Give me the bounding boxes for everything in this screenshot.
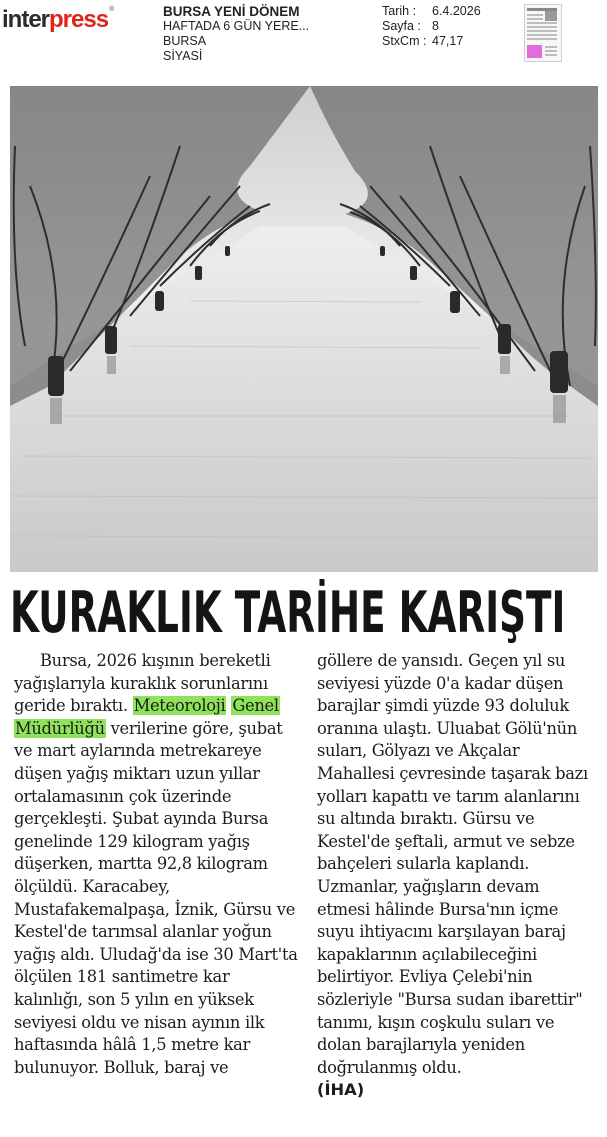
- page-thumbnail[interactable]: [524, 4, 562, 62]
- highlighted-keyword: Müdürlüğü: [15, 718, 105, 738]
- article-reference: HAFTADA 6 GÜN YERE...: [163, 19, 310, 33]
- clipping-header: [0, 0, 607, 72]
- meta-stxcm: StxCm : 47,17: [382, 34, 464, 48]
- publication-name: BURSA YENİ DÖNEM: [163, 4, 300, 19]
- source-info: [163, 4, 309, 64]
- article-paragraph-1: Bursa, 2026 kışının bereketli yağışlarıyla kuraklık sorunlarını geride bıraktı. Meteoroloji Genel Müdürlüğü verilerine göre, şubat ve mart aylarında metrekareye düşen yağış miktarı uzun yıllar ortalamasının çok üzerinde gerçekleşti. Şubat ayında Bursa genelinde 129 kilogram yağış düşerken, martta 92,8 kilogram ölçüldü. Karacabey, Mustafakemalpaşa, İznik, Gürsu ve Kestel'de tarımsal alanlar yoğun yağış aldı. Uludağ'da ise 30 Mart'ta ölçülen 181 santimetre kar kalınlığı, son 5 yılın en yüksek seviyesi oldu ve nisan ayının ilk haftasında hâlâ 1,5 metre kar bulunuyor. Bolluk, baraj ve: [14, 651, 298, 1077]
- flooded-orchard-photo: [10, 86, 598, 572]
- interpress-logo: interpress®: [2, 6, 114, 33]
- meta-page: Sayfa : 8: [382, 19, 439, 33]
- section-label: SİYASİ: [163, 49, 203, 63]
- agency-credit: (İHA): [317, 1080, 365, 1100]
- article-column-2: [317, 650, 597, 1102]
- highlighted-keyword: Meteoroloji: [133, 696, 226, 716]
- orchard-photo-drawing: [10, 86, 598, 572]
- article-headline: KURAKLIK TARİHE KARIŞTI: [10, 580, 566, 646]
- highlighted-keyword: Genel: [232, 696, 279, 716]
- city-label: BURSA: [163, 34, 207, 48]
- clipping-meta: [382, 4, 481, 49]
- article-paragraph-2: göllere de yansıdı. Geçen yıl su seviyesi yüzde 0'a kadar düşen barajlar şimdi yüzde 93 doluluk oranına ulaştı. Uluabat Gölü'nün suları, Gölyazı ve Akçalar Mahallesi çevresinde taşarak bazı yolları kapattı ve tarım alanlarını su altında bıraktı. Gürsu ve Kestel'de şeftali, armut ve sebze bahçeleri sularla kaplandı. Uzmanlar, yağışların devam etmesi hâlinde Bursa'nın içme suyu ihtiyacını karşılayan baraj kapaklarının açılabileceğini belirtiyor. Evliya Çelebi'nin sözleriyle "Bursa sudan ibarettir" tanımı, kışın coşkulu suları ve dolan barajlarıyla yeniden doğrulanmış oldu.: [317, 651, 588, 1077]
- meta-date: Tarih : 6.4.2026: [382, 4, 481, 18]
- article-column-1: [14, 650, 299, 1079]
